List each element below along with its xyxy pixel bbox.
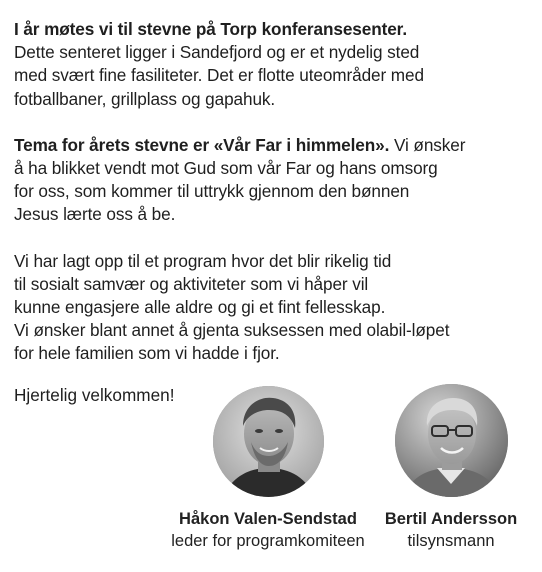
person-hakon bbox=[140, 386, 396, 552]
theme-line: Jesus lærte oss å be. bbox=[14, 204, 176, 225]
person-bertil bbox=[376, 384, 526, 552]
program-line: til sosialt samvær og aktiviteter som vi håper vil bbox=[14, 273, 369, 294]
intro-line: Dette senteret ligger i Sandefjord og er et nydelig sted bbox=[14, 42, 420, 63]
intro-heading: I år møtes vi til stevne på Torp konferansesenter. bbox=[14, 19, 407, 39]
intro-line: fotballbaner, grillplass og gapahuk. bbox=[14, 88, 276, 109]
greeting: Hjertelig velkommen! bbox=[14, 385, 175, 405]
theme-first-line-rest: Vi ønsker bbox=[389, 134, 466, 155]
portrait-hakon-image bbox=[213, 386, 324, 497]
theme-heading: Tema for årets stevne er «Vår Far i himmelen». bbox=[14, 134, 390, 155]
intro-line: med svært fine fasiliteter. Det er flotte uteområder med bbox=[14, 65, 424, 86]
person-name: Bertil Andersson bbox=[384, 510, 518, 528]
portrait-photo bbox=[395, 384, 508, 497]
theme-paragraph bbox=[14, 134, 534, 227]
program-line: Vi ønsker blant annet å gjenta suksessen med olabil-løpet bbox=[14, 320, 450, 341]
program-line: Vi har lagt opp til et program hvor det blir rikelig tid bbox=[14, 250, 392, 271]
theme-line: å ha blikket vendt mot Gud som vår Far og hans omsorg bbox=[14, 158, 438, 179]
letter-body bbox=[14, 18, 534, 389]
person-role: tilsynsmann bbox=[407, 532, 495, 550]
program-line: for hele familien som vi hadde i fjor. bbox=[14, 343, 280, 364]
theme-line: for oss, som kommer til uttrykk gjennom den bønnen bbox=[14, 181, 410, 202]
person-role: leder for programkomiteen bbox=[171, 532, 365, 550]
program-paragraph bbox=[14, 250, 534, 366]
person-name: Håkon Valen-Sendstad bbox=[179, 510, 357, 528]
program-line: kunne engasjere alle aldre og gi et fint fellesskap. bbox=[14, 297, 386, 318]
portrait-bertil-image bbox=[395, 384, 508, 497]
portrait-photo bbox=[213, 386, 324, 497]
intro-paragraph bbox=[14, 18, 534, 111]
theme-first-line bbox=[14, 134, 534, 157]
